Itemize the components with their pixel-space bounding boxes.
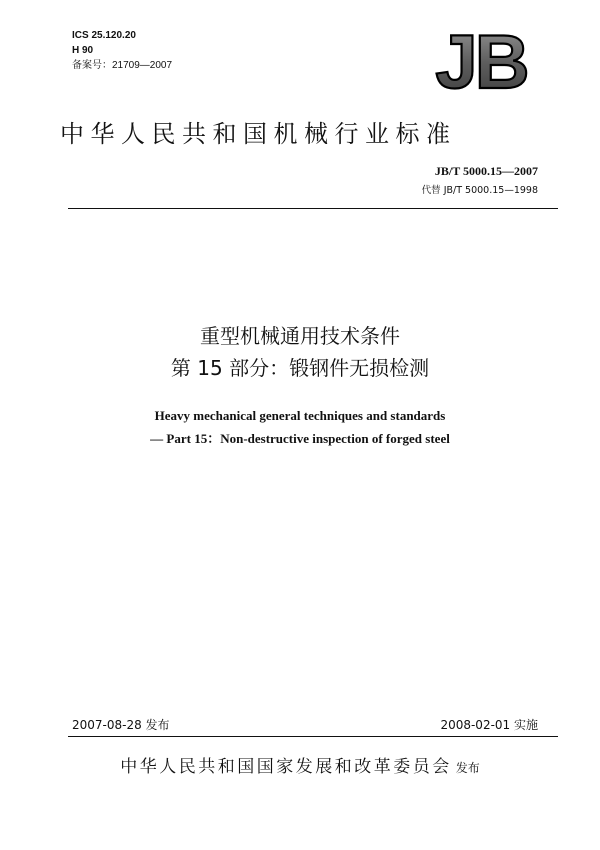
en-title-line-1: Heavy mechanical general techniques and standards [154,408,446,423]
h-classification: H 90 [72,45,94,56]
jb-logo-text: JB [435,26,527,96]
record-number: 备案号：21709—2007 [72,60,173,71]
header-divider [68,208,558,209]
footer-divider [68,736,558,737]
cn-title-line-2: 第 15 部分：锻钢件无损检测 [170,356,430,380]
publisher-name: 中华人民共和国国家发展和改革委员会 [120,757,452,777]
issue-date: 2007-08-28 发布 [72,718,170,732]
jb-logo [426,26,536,96]
standard-category-title: 中华人民共和国机械行业标准 [60,120,457,148]
publisher-suffix: 发布 [455,761,480,775]
ics-code: ICS 25.120.20 [72,30,136,41]
en-title-line-2: — Part 15：Non-destructive inspection of forged steel [150,431,450,446]
cn-title-line-1: 重型机械通用技术条件 [200,324,400,348]
implementation-date: 2008-02-01 实施 [440,718,538,732]
replaces-standard: 代替 JB/T 5000.15—1998 [421,185,538,196]
publisher-line [0,752,600,777]
standard-number: JB/T 5000.15—2007 [434,164,538,178]
